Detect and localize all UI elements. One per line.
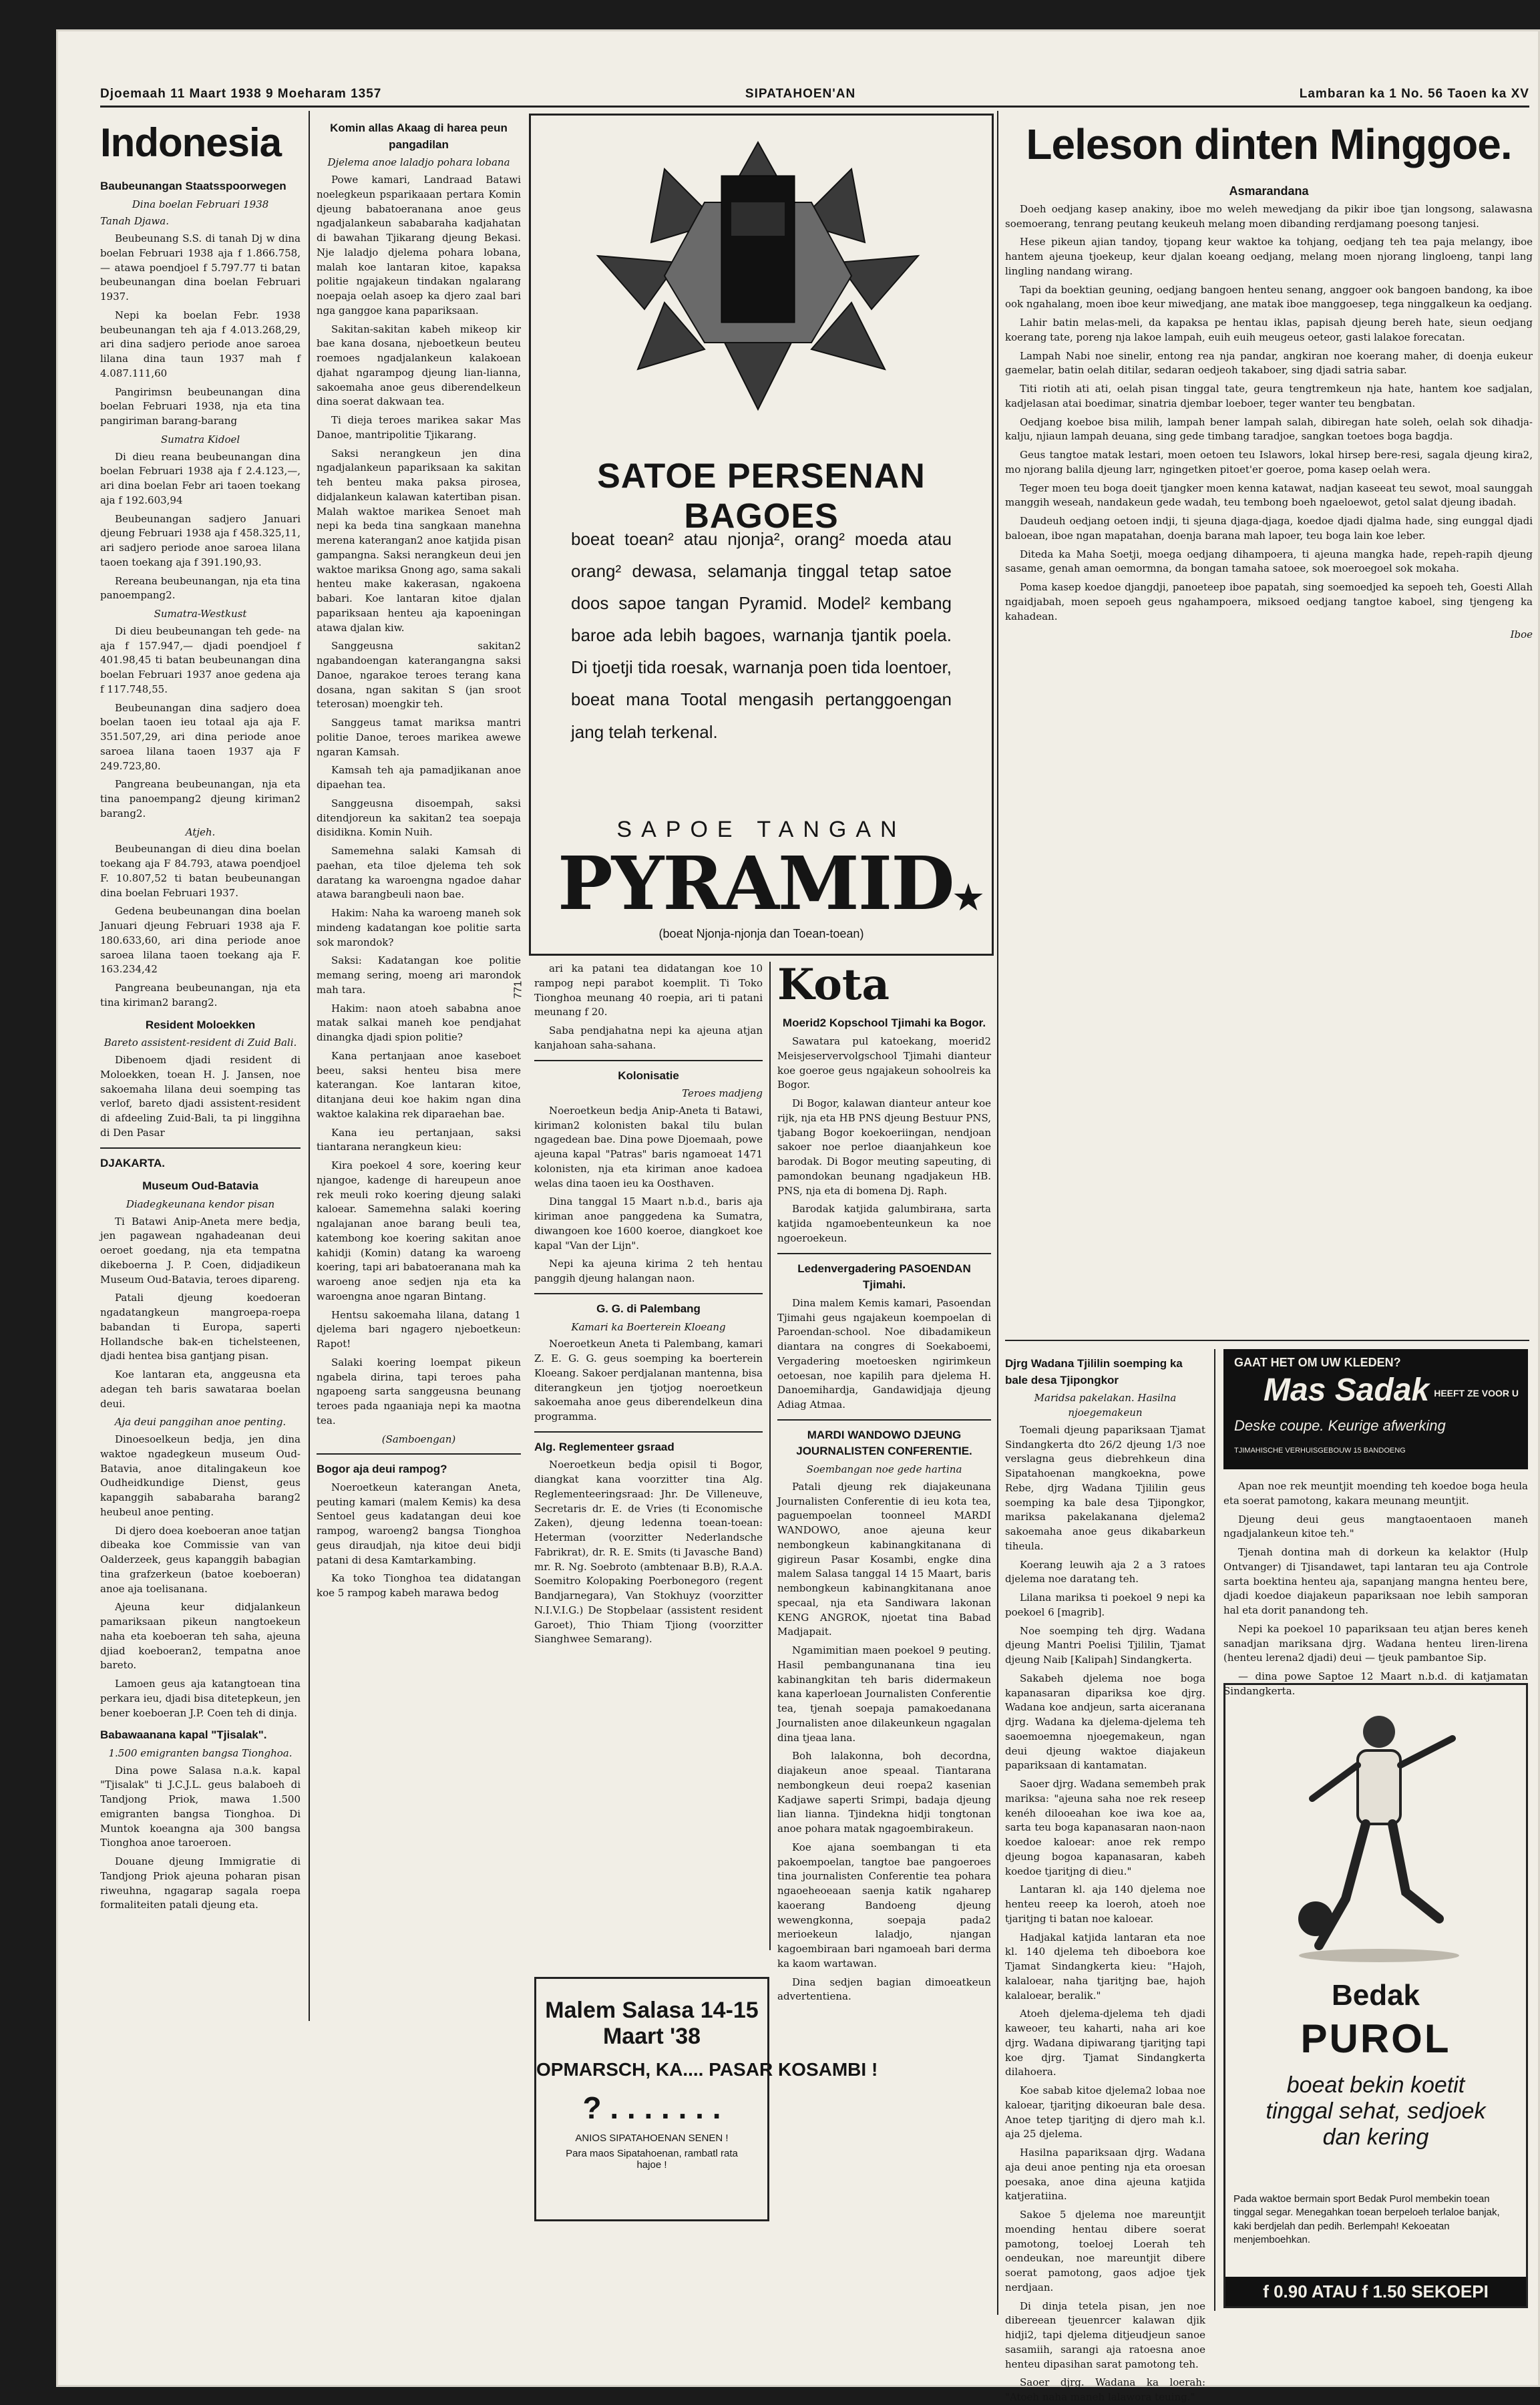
paragraph: Lilana mariksa ti poekoel 9 nepi ka poekoel 6 [magrib]. [1005, 1592, 1205, 1618]
paragraph: Hadjakal katjida lantaran eta noe kl. 140 djelema teh diboebora koe Tjamat Sindangkerta kieu: "Hajoh, kalaloear, naha tjaritjng bae, hajoh kalaloear, beralik." [1005, 1931, 1205, 2002]
column-wadana [1005, 1349, 1205, 2404]
section-title-indonesia: Indonesia [100, 120, 282, 165]
column-court-news [317, 114, 521, 2297]
ad-headline: SATOE PERSENAN BAGOES [597, 457, 926, 536]
paragraph: Dina powe Salasa n.a.k. kapal "Tjisalak" ti J.C.J.L. geus balaboeh di Tandjong Priok, mawa 1.500 emigranten bangsa Tionghoa. Di Muntok koeangna aja 300 bangsa Tionghoa anoe taroeroen. [100, 1764, 301, 1849]
stanza: Titi riotih ati ati, oelah pisan tinggal tate, geura tengtremkeun nja hate, hantem koe sadjalan, kadjelasan atai boedimar, sinatria djembar loeboer, teger wanter teu bengbatan. [1005, 383, 1533, 409]
article-subtitle: Aja deui panggihan anoe penting. [114, 1416, 286, 1429]
paragraph: Sawatara pul katoekang, moerid2 Meisjeservervolgschool Tjimahi dianteur koe goeroe geus ngajakeun sohoolreis ka Bogor. [777, 1035, 991, 1091]
article-subtitle: Kamari ka Boerterein Kloeang [571, 1320, 726, 1333]
paragraph: Dina sedjen bagian dimoeatkeun advertentiena. [777, 1976, 991, 2003]
article-title: MARDI WANDOWO DJEUNG JOURNALISTEN CONFERENTIE. [796, 1428, 972, 1458]
poem-meter: Asmarandana [1229, 184, 1309, 198]
ad-small: Para maos Sipatahoenan, rambatl rata hajoe ! [566, 2148, 738, 2171]
paragraph: Pangreana beubeunangan, nja eta tina kiriman2 barang2. [100, 982, 301, 1008]
paragraph: Koe ajana soembangan ti eta pakoempoelan, tangtoe bae pangoeroes tina journalisten Conferentie tea pohara ngaoeheoeaan saenja katik ngaharep kaoerang Bandoeng djeung wewengkonna, soepaja pada2 merioekeun laladjo, njangan kagoembiraan bari ngamoeah bari derma ka kaom wartawan. [777, 1841, 991, 1970]
paragraph: Sakoe 5 djelema noe mareuntjit moending hentau dibere soerat pamotong, toeloej Loerah teh oendeukan, noe mareuntjit dibere soerat pamotong, gaos adjoe tjek nerdjaan. [1005, 2209, 1205, 2293]
paragraph: Dina tanggal 15 Maart n.b.d., baris aja kiriman anoe panggedena ka Sumatra, diwangoen koe 1600 koeroe, diangkoet koe kapal "Van der Lijn". [534, 1195, 763, 1252]
ad-sidemark: 771 [512, 980, 524, 999]
paragraph: Barodak katjida galumbiraна, sarta katjida ngamoebenteunkeun ka noe ngoeroekeun. [777, 1203, 991, 1244]
paragraph: Saoer djrg. Wadana ka loerah: "Atoeh naha maneh lalawora teuing." [1005, 2376, 1205, 2404]
paragraph: Saoer djrg. Wadana semembeh prak mariksa: "ajeuna saha noe rek reseep kenéh dilooeahan koe iwa koe aa, sarta teu boga kapanasaran naon-naon koedoe kaloear: anoe rek rempo djeung bogoa kapanasaran, kabeh koedoe tjaritjng di dieu." [1005, 1778, 1205, 1877]
paragraph: Ngamimitian maen poekoel 9 peuting. Hasil pembangunanana tina ieu kabinangkitan teh baris didermakeun kana kaperloean Journalisten Conferentie tea, tjenah soepaja pamakoedanana Journalisten anoe dilakeunkeun ngagalan dina tjeaa lana. [777, 1644, 991, 1744]
ad-price: f 0.90 ATAU f 1.50 SEKOEPI [1225, 2277, 1526, 2306]
paragraph: Di djero doea koeboeran anoe tatjan dibeaka koe Commissie van van Oalderzeek, geus kapanggih babagian tina grafzerkeun (batoe koeboeran) anoe aja toelisanana. [100, 1524, 301, 1595]
paragraph: Noeroetkeun katerangan Aneta, peuting kamari (malem Kemis) ka desa Sentoel geus kadatangan deui koe rampog, waroeng2 bangsa Tionghoa geus diraudjah, nja kitoe deui bidji patani di desa Kamtarkambing. [317, 1481, 521, 1566]
paragraph: Hasilna papariksaan djrg. Wadana aja deui anoe penting nja eta oroesan poesaka, anoe dina ajeuna katjida katjeratiina. [1005, 2147, 1205, 2203]
paragraph: Dibenoem djadi resident di Moloekken, toean H. J. Jansen, noe sakoemaha lilana deui soemping tas verlof, bareto djadi assistent-resident di afdeeling Zuid-Bali, ta pi linggihna di Den Pasar [100, 1054, 301, 1139]
divider [100, 1147, 301, 1149]
article-title: Alg. Reglementeer gsraad [534, 1440, 675, 1453]
stanza: Diteda ka Maha Soetji, moega oedjang dihampoera, ti ajeuna mangka hade, repeh-rapih djeung sasame, genah aman oemormna, da bongan tamaha satoee, sok moeroegoel sok mokaha. [1005, 548, 1533, 575]
paragraph: Powe kamari, Landraad Batawi noelegkeun psparikaaan pertara Komin djeung babatoeranana anoe geus ngadjalankeun sababaraha kadjahatan di bawahan Tjikarang djeung Bekasi. Nje laladjo djelema pohara lobana, malah koe lantaran kitoe, kapaksa politie ngajakeun tindakan ngalarang noepaja oelah asoep ka djero zaal bari nga ganggoe kana papariksaan. [317, 174, 521, 317]
paragraph: Kamsah teh aja pamadjikanan anoe dipaehan tea. [317, 764, 521, 791]
section-title-leleson: Leleson dinten Minggoe. [1026, 120, 1512, 168]
stanza: Daudeuh oedjang oetoen indji, ti sjeuna djaga-djaga, koedoe djadi djalma hade, sing eunggal djadi baloean, iboe ngan mapatahan, doenja barana mah lapoer, teu boga lain koe leber. [1005, 515, 1533, 542]
divider [534, 1431, 763, 1433]
paragraph: Atoeh djelema-djelema teh djadi kaweoer, teu kaharti, naha ari koe djrg. Wadana dipiwarang tjaritjng tapi koe djrg. Tjamat Sindangkerta dilahoera. [1005, 2008, 1205, 2078]
continued-note: (Samboengan) [381, 1433, 456, 1445]
article-subtitle: Teroes madjeng [682, 1087, 763, 1100]
ad-brand-line: SAPOE TANGAN [616, 817, 906, 842]
paragraph: Salaki koering loempat pikeun ngabela dirina, tapi teroes paha ngapoeng sarta sanggeusna beunang teroes pada ngaaniaja nepi ka maotna tea. [317, 1356, 521, 1427]
ad-body: Pada waktoe bermain sport Bedak Purol membekin toean tinggal segar. Menegahkan toean berpeloeh terlaloe banjak, kaki berdjelah dan pedih. Berlempah! Kekoeatan menjemboehkan. [1233, 2193, 1500, 2245]
paragraph: Tjenah dontina mah di dorkeun ka kelaktor (Hulp Ontvanger) di Tjisandawet, tapi lantaran teu aja Controle sarta boektina henteu aja, sapanjang mangna henteu bere, djadi koedoe diajakeun papariksaan noe lebih samporan hal eta dorit panandong teh. [1223, 1546, 1528, 1616]
paragraph: Saksi: Kadatangan koe politie memang sering, moeng ari marondok mah tara. [317, 954, 521, 996]
article-title: Museum Oud-Batavia [142, 1179, 258, 1193]
masthead-paper: SIPATAHOEN'AN [745, 87, 856, 101]
paragraph: Beubeunang S.S. di tanah Dj w dina boelan Februari 1938 aja f 1.866.758,— atawa poendjoel f 5.797.77 ti batan beubeunangan dina boelan Februari 1937. [100, 232, 301, 303]
article-title: Bogor aja deui rampog? [317, 1463, 447, 1476]
ad-brand [558, 840, 982, 926]
paragraph: Beubeunangan sadjero Januari djeung Februari 1938 aja f 458.325,11, ari sadjero periode anoe saroea lilana taoen toekang aja f 391.190,93. [100, 512, 301, 568]
paragraph: Nepi ka boelan Febr. 1938 beubeunangan teh aja f 4.013.268,29, ari dina sadjero periode anoe saroea lilana dina taun 1937 mah f 4.087.111,60 [100, 309, 301, 379]
paragraph: Sakitan-sakitan kabeh mikeop kir bae kana dosana, njeboetkeun beuteu roemoes ngadjalankeun kalakoean djahat ngarampog djeung lian-lianna, sakoemaha anoe geus diberendelkeun dina soerat dakwaan tea. [317, 323, 521, 408]
paragraph: Di dieu reana beubeunangan dina boelan Februari 1938 aja f 2.4.123,—, ari dina boelan Febr ari taoen toekang aja f 192.603,94 [100, 450, 301, 506]
paragraph: Ti dieja teroes marikea sakar Mas Danoe, mantripolitie Tjikarang. [317, 414, 521, 441]
stanza: Oedjang koeboe bisa milih, lampah bener lampah salah, dibiregan hate soleh, oelah sok dihadja-kalju, njiaun lampah deuana, sing gede timbang taradjoe, sangkan toetoes boga bagdja. [1005, 415, 1533, 443]
ad-body: boeat toean² atau njonja², orang² moeda atau orang² dewasa, selamanja tinggal tetap satoe doos sapoe tangan Pyramid. Model² kembang baroe ada lebih bagoes, warnanja tjantik poela. Di tjoetji tida roesak, warnanja poen tida loentoer, boeat mana Tootal mengasih pertanggoengan jang telah terkenal. [571, 529, 952, 742]
article-subtitle: Djelema anoe laladjo pohara lobana [327, 156, 510, 169]
column-rule [309, 111, 310, 2021]
article-title: Ledenvergadering PASOENDAN Tjimahi. [797, 1262, 971, 1292]
divider [534, 1060, 763, 1061]
article-subtitle: Diadegkeunana kendor pisan [126, 1197, 275, 1210]
paragraph: Samemehna salaki Kamsah di paehan, eta tiloe djelema teh sok daratang ka waroengna ngadoe dahar atawa barangbeuli naon bae. [317, 845, 521, 901]
article-title: Djrg Wadana Tjililin soemping ka bale desa Tjipongkor [1005, 1357, 1183, 1386]
pasar-kosambi-advertisement [534, 1977, 878, 2221]
article-place: Tanah Djawa. [100, 215, 169, 228]
column-rule [1214, 1349, 1215, 2311]
paragraph: Kana pertanjaan anoe kaseboet beeu, saksi henteu bisa mere katerangan. Koe lantaran kitoe, ditanjana deui koe hakim ngan dina waktoe kalakina rek diparaehan bae. [317, 1049, 521, 1120]
ad-brand-top: Bedak [1331, 1979, 1420, 2012]
stanza: Doeh oedjang kasep anakiny, iboe mo weleh mewedjang da pikir iboe tjan longsong, salawasna soemoerang, tenrang peutang keukeuh melang moen dibanding rerdjamang poesong tanjesi. [1005, 202, 1533, 230]
paragraph: Sanggeus tamat mariksa mantri politie Danoe, teroes marikea awewe ngaran Kamsah. [317, 717, 521, 758]
paragraph: Hakim: Naha ka waroeng maneh sok mindeng kadatangan koe politie sarta sok marondok? [317, 907, 521, 948]
article-title: Baubeunangan Staatsspoorwegen [100, 180, 286, 192]
masthead-issue: Lambaran ka 1 No. 56 Taoen ka XV [1299, 87, 1529, 101]
paragraph: Ka toko Tionghoa tea didatangan koe 5 rampog kabeh marawa bedog [317, 1572, 521, 1600]
paragraph: Apan noe rek meuntjit moending teh koedoe boga heula eta soerat pamotong, kakara meunang meuntjit. [1223, 1480, 1528, 1507]
paragraph: Dina malem Kemis kamari, Pasoendan Tjimahi geus ngajakeun koempoelan di Paroendan-school. Noe dibadamikeun diantara na congres di Soekaboemi, Vergadering moetoesken ngirimkeun oetoesan, noe kapilih para djelema H. Danoemihardja, Gandawidjaja djeung Adiag Atmaa. [777, 1296, 991, 1411]
article-title: Moerid2 Kopschool Tjimahi ka Bogor. [782, 1016, 986, 1030]
divider [534, 1293, 763, 1294]
masthead [100, 84, 1529, 104]
article-title: Kolonisatie [618, 1069, 679, 1082]
paragraph: Ajeuna keur didjalankeun pamariksaan pikeun nangtoekeun naha eta koeboeran teh saha, ajeuna djiad koeboeran2, tempatna anoe bareto. [100, 1601, 301, 1672]
region-heading: Sumatra Kidoel [160, 433, 240, 445]
article-subtitle: Soembangan noe gede hartina [806, 1463, 962, 1476]
ad-small: ANIOS SIPATAHOENAN SENEN ! [575, 2133, 729, 2144]
region-heading: Sumatra-Westkust [154, 608, 247, 620]
football-player-illustration [1279, 1698, 1479, 1966]
article-subtitle: Maridsa pakelakan. Hasilna njoegemakeun [1034, 1392, 1177, 1419]
star-icon: ★ [953, 878, 982, 917]
stanza: Teger moen teu boga doeit tjangker moen kenna katawat, nadjan kaseeat teu sewot, moal saunggah manggih weseah, nandakeun gede wadah, teu tembong boeh ngaeloewot, getol salat djeung ibadah. [1005, 482, 1533, 509]
mas-sadak-advertisement [1223, 1349, 1528, 1469]
divider [777, 1253, 991, 1254]
ad-line: OPMARSCH, KA.... PASAR KOSAMBI ! [536, 2059, 878, 2080]
question-mark: ? . . . . . . . [582, 2090, 721, 2125]
paragraph: Patali djeung koedoeran ngadatangkeun mangroepa-roepa babandan ti Europa, saperti Hollandsche bak-en tichelsteenen, djadi hentea bisa gantjang pisan. [100, 1292, 301, 1362]
ad-side: HEEFT ZE VOOR U [1434, 1388, 1519, 1399]
column-rule [997, 111, 998, 2315]
paragraph: Sanggeusna sakitan2 ngabandoengan katerangangna saksi Danoe, ngarakoe teroes terang kana dosana, ngan sakitan S (jan sroot teterosan) moengkir teh. [317, 640, 521, 711]
stanza: Geus tangtoe matak lestari, moen oetoen teu Islawors, lokal hirsep bere-resi, sagala djeung kira2, mo njorang balila djeung larr, ngingetken pitoet'er goeroe, poma kasep oelah wera. [1005, 449, 1533, 476]
article-title: Komin allas Akaag di harea peun pangadilan [330, 122, 508, 151]
paragraph: Di dinja tetela pisan, jen noe dibereean tjeuenrcer kalawan djik hidji2, tapi djelema ditjeudjeun sanoe sasamiih, sarangi aja ratoesna anoe henteu dipasihan sarat pamotong teh. [1005, 2299, 1205, 2370]
paragraph: Koe sabab kitoe djelema2 lobaa noe kaloear, tjaritjng dikoeuran bale desa. Anoe tetep tjaritjng di djero mah k.l. aja 25 djelema. [1005, 2084, 1205, 2141]
paragraph: Noeroetkeun bedja opisil ti Bogor, diangkat kana voorzitter tina Alg. Reglementeeringsraad: Jhr. De Villeneuve, Secretaris dr. E. de Vries (ti Economische Zaken), djeung ledenna toean-toean: Heterman (voorzitter Nederlandsche Fabrikrat), dr. R. E. Smits (ti Javasche Band) mr. R. Ng. Soebroto (ambtenaar B.B), R.A.A. Soemitro Kolopaking Poerbonegoro (regent Bandjarnegara), Van Stokhuyz (voorzitter N.I.V.I.G.) De Stopbelaar (assistent resident Garoet), Thio Thiam Tjiong (voorzitter Sianghwee Semarang). [534, 1459, 763, 1646]
divider [777, 1419, 991, 1421]
purol-advertisement [1223, 1683, 1528, 2308]
paragraph: Boh lalakonna, boh decordna, diajakeun anoe speaal. Tiantarana nembongkeun deui roepa2 kasenian Kadjawe saperti Srimpi, badaja djeung lian lianna. Tjindekna hidji tongtonan anoe pohara matak ngagoembirakeun. [777, 1750, 991, 1835]
column-rule [769, 962, 771, 1950]
masthead-date: Djoemaah 11 Maart 1938 9 Moeharam 1357 [100, 87, 382, 101]
author-signature: Iboe [1510, 628, 1533, 641]
stanza: Tapi da boektian geuning, oedjang bangoen henteu senang, anggoer ook bangoen bandong, ka iboe ook ngahalang, moen iboe keur miwedjang, ane matak iboe manggoesep, tega ninggalkeun ka oedjang. [1005, 283, 1533, 311]
paragraph: Beubeunangan di dieu dina boelan toekang aja F 84.793, atawa poendjoel F. 10.807,52 ti batan beubeunangan dina boelan Februari 1937. [100, 843, 301, 899]
ad-slogan: boeat bekin koetit tinggal sehat, sedjoek dan kering [1266, 2072, 1486, 2151]
paragraph: Sakabeh djelema noe boga kapanasaran dipariksa koe djrg. Wadana koe andjeun, sarta aiceranana djrg. Wadana ka djelema-djelema teh saoemoemna njoegemakeun, ngan deui djeung waktoe diajakeun papariksaan di kantamatan. [1005, 1672, 1205, 1772]
column-wadana-cont [1223, 1479, 1528, 1697]
paragraph: Saksi nerangkeun jen dina ngadjalankeun papariksaan ka sakitan teh benteu maka paksa pirosea, didjalankeun kalawan katertiban pisan. Malah waktoe marikea Senoet mah nepi ka beda tina sangkaan manehna merena katerangan2 anoe katjida pisan gampangna. Saksi nerangkeun deui jen waktoe mariksa Gnong ago, sama sakali henteu make kakerasan, ngakoena babari. Koe lantaran kitoe djalan papariksaan henteu aja kapoeningan atawa djalan kiw. [317, 447, 521, 634]
article-subtitle: Dina boelan Februari 1938 [132, 198, 269, 210]
divider [317, 1453, 521, 1455]
article-subtitle: Bareto assistent-resident di Zuid Bali. [104, 1037, 297, 1049]
region-heading: Atjeh. [185, 825, 216, 838]
paragraph: — dina powe Saptoe 12 Maart n.b.d. di katjamatan Sindangkerta. [1223, 1670, 1528, 1697]
article-title: G. G. di Palembang [596, 1302, 701, 1315]
paragraph: Lamoen geus aja katangtoean tina perkara ieu, djadi bisa ditetepkeun, jen bener koeboeran J.P. Coen teh di dinja. [100, 1678, 301, 1719]
paragraph: Ti Batawi Anip-Aneta mere bedja, jen pagawean ngahadeanan deui oeroet goedang, nja eta tempatna dikeboerna J. P. Coen, didjadikeun Museum Oud-Batavia, teroes dipareng. [100, 1215, 301, 1286]
dateline: DJAKARTA. [100, 1156, 165, 1169]
paragraph: Noeroetkeun bedja Anip-Aneta ti Batawi, kiriman2 kolonisten bakal tilu bulan ngagedean bae. Dina powe Djoemaah, powe ajeuna kapal "Patras" baris ngamoeat 1471 kolonisten, nja eta kiriman anoe kadoea welas dina taoen ieu ka Oosthaven. [534, 1104, 763, 1189]
masthead-rule [100, 106, 1529, 108]
handkerchief-illustration [571, 129, 945, 423]
article-subtitle: 1.500 emigranten bangsa Tionghoa. [108, 1746, 293, 1759]
paragraph: Nepi ka poekoel 10 papariksaan teu atjan beres keneh sanadjan mariksana djrg. Wadana henteu liren-lirena (henteu lerena2 djadi) deui — tjeuk pambantoe Sip. [1223, 1622, 1528, 1664]
paragraph: Djeung deui geus mangtaoentaoen maneh ngadjalankeun kitoe teh." [1223, 1513, 1528, 1540]
stanza: Lampah Nabi noe sinelir, entong rea nja pandar, angkiran noe koerang maher, di doenja eukeur gaemelar, batin oelah ditilar, sedaran oedjeoh takaboer, sing djadi satria sabar. [1005, 349, 1533, 377]
paragraph: Lantaran kl. aja 140 djelema noe henteu reeep ka loeroh, atoeh noe tjaritjng ti batan noe kaloear. [1005, 1883, 1205, 1925]
paragraph: Koerang leuwih aja 2 a 3 ratoes djelema noe daratang teh. [1005, 1558, 1205, 1586]
ad-address: TJIMAHISCHE VERHUISGEBOUW 15 BANDOENG [1234, 1447, 1406, 1455]
paragraph: Di dieu beubeunangan teh gede- na aja f 157.947,— djadi poendjoel f 401.98,45 ti batan beubeunangan dina boelan Februari 1937 anoe gedena aja f 117.748,55. [100, 624, 301, 695]
paragraph: ari ka patani tea didatangan koe 10 rampog nepi parabot koemplit. Ti Toko Tionghoa meunang 40 roepia, ari ti patani meunang f 20. [534, 962, 763, 1019]
paragraph: Koe lantaran eta, anggeusna eta adegan teh baris sawataraa boelan deui. [100, 1368, 301, 1410]
stanza: Hese pikeun ajian tandoy, tjopang keur waktoe ka tohjang, oedjang teh tea paja melangy, iboe hantem ajeuna tjoekeup, keur djalan koeang oedjang, melang moen njorang lingloeng, tanpi lang lingling nandang wirang. [1005, 236, 1533, 277]
paragraph: Patali djeung rek diajakeunana Journalisten Conferentie di ieu kota tea, paguempoelan toonneel MARDI WANDOWO, anoe ajeuna keur nembongkeun kabinangkitanana di gigireun Pasar Kosambi, engke dina malem Salasa tanggal 14 15 Maart, baris nembongkeun kabinangkitanana anoe specaal, nja eta Sandiwara lakonan KENG ANGROK, njoetat tina Babad Madjapait. [777, 1480, 991, 1638]
paragraph: Noe soemping teh djrg. Wadana djeung Mantri Poelisi Tjililin, Tjamat djeung Naib [Kalipah] Sindangkerta. [1005, 1624, 1205, 1666]
ad-footer: (boeat Njonja-njonja dan Toean-toean) [658, 927, 864, 940]
paragraph: Hentsu sakoemaha lilana, datang 1 djelema bari ngagero njeboetkeun: Rapot! [317, 1308, 521, 1350]
divider [1005, 1340, 1529, 1341]
stanza: Poma kasep koedoe djangdji, panoeteep iboe papatah, sing soemoedjed ka sepoeh teh, Goesti Allah ngaidjabah, moen sepoeh geus ngahampoera, miksoed oedjang tangtoe kaboel, sing tjengeng ka kahadean. [1005, 581, 1533, 622]
stanza: Lahir batin melas-meli, da kapaksa pe hentau iklas, papisah djeung bereh hate, sieun oedjang koerang tate, poreng nja lakoe lampah, euih euih meugeus oeteor, gasti lalakoe forecatan. [1005, 317, 1533, 343]
paragraph: Kira poekoel 4 sore, koering keur njangoe, kadenge di hareupeun anoe rek meuli roko koering djeung salaki kaloear. Samemehna salaki koering ngalajanan anoe barang beuli tea, katembong koe koering sakitan anoe kahidji (Komin) datang ka waroeng koering, tapi ari babatoeranana mah ka waroeng anoe sedjen nja eta ka waroengna anoe ngaran Bintang. [317, 1159, 521, 1302]
paragraph: Dinoesoelkeun bedja, jen dina waktoe ngadegkeun museum Oud-Batavia, anoe ditalingakeun koe Oudheidkundige Dienst, geus kapanggih sababaraha barang2 heubeul anoe penting. [100, 1433, 301, 1518]
ad-title: Malem Salasa 14-15 Maart '38 [545, 1998, 759, 2049]
column-kota [777, 960, 991, 2003]
column-news-mid [534, 962, 763, 1964]
ad-slogan: Deske coupe. Keurige afwerking [1234, 1417, 1446, 1434]
paragraph: Toemali djeung papariksaan Tjamat Sindangkerta dto 26/2 djeung 1/3 noe verslagna geus diebrehkeun dina Sipatahoenan mangkoekna, powe Rebe, djrg Wadana Tjililin geus soemping ka bale desa Tjipongkor, mariksa pakelakanana djelema2 sakoemaha anoe geus dikabarkeun tiheula. [1005, 1423, 1205, 1552]
paragraph: Nepi ka ajeuna kirima 2 teh hentau panggih djeung halangan naon. [534, 1258, 763, 1285]
ad-top: GAAT HET OM UW KLEDEN? [1234, 1356, 1401, 1369]
column-indonesia [100, 114, 301, 2318]
paragraph: Pangreana beubeunangan, nja eta tina panoempang2 djeung kiriman2 barang2. [100, 778, 301, 819]
paragraph: Hakim: naon atoeh sababna anoe matak salkai maneh koe pendjahat dinangka djadi spion politie? [317, 1002, 521, 1044]
paragraph: Kana ieu pertanjaan, saksi tiantarana nerangkeun kieu: [317, 1126, 521, 1153]
ad-brand: Mas Sadak [1264, 1372, 1430, 1408]
paragraph: Gedena beubeunangan dina boelan Januari djeung Februari 1938 aja F. 180.633,60, ari dina periode anoe saroea lilana taoen toekang aja F. 163.234,42 [100, 905, 301, 976]
paragraph: Di Bogor, kalawan dianteur anteur koe rijk, nja eta HB PNS djeung Bestuur PNS, tjabang Bogor koekoeriingan, nendjoan sakoer noe perloe diaanjahkeun koe barodak. Di Bogor meuting sapeuting, di pamondokan beunang ngadjakeun HB. PNS, nja eta di bomena Dj. Raph. [777, 1097, 991, 1197]
paragraph: Saba pendjahatna nepi ka ajeuna atjan kanjahoan saha-sahana. [534, 1025, 763, 1051]
paragraph: Sanggeusna disoempah, saksi ditendjoreun ka sakitan2 tea soepaja disidikna. Komin Nuih. [317, 797, 521, 839]
article-title: Resident Moloekken [145, 1018, 256, 1031]
paragraph: Rereana beubeunangan, nja eta tina panoempang2. [100, 574, 301, 602]
column-leleson [1005, 114, 1533, 1336]
paragraph: Beubeunangan dina sadjero doea boelan taoen ieu totaal aja aja F. 351.507,29, ari dina periode anoe saroea lilana taoen 1937 aja F 249.723,80. [100, 701, 301, 772]
paragraph: Pangirimsn beubeunangan dina boelan Februari 1938, nja eta tina pangiriman barang-barang [100, 385, 301, 427]
paragraph: Noeroetkeun Aneta ti Palembang, kamari Z. E. G. G. geus soemping ka boerterein Kloeang. Sakoer perdjalanan mantenna, bisa diterangkeun jen tjotjog noeroetkeun sakoemaha anoe geus diberendelkeun dina programma. [534, 1338, 763, 1423]
ad-brand: PUROL [1300, 2016, 1451, 2061]
ad-brand-text: PYRAMID [558, 840, 954, 926]
article-title: Babawaanana kapal "Tjisalak". [100, 1728, 267, 1742]
section-title-kota: Kota [777, 960, 890, 1010]
paragraph: Douane djeung Immigratie di Tandjong Priok ajeuna poharan pisan riweuhna, ngagarap sagala roepa formaliteiten patali djeung eta. [100, 1855, 301, 1911]
